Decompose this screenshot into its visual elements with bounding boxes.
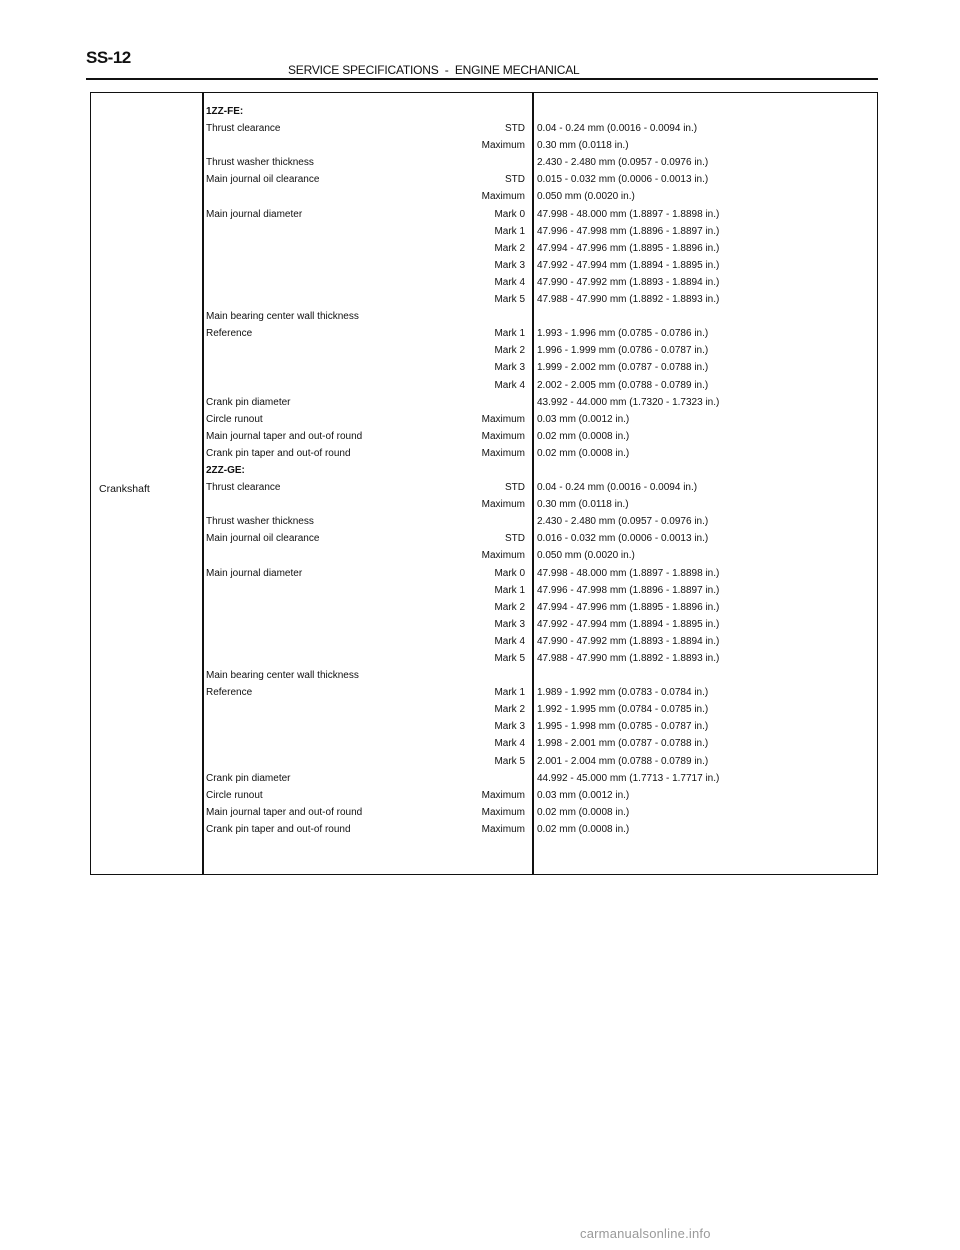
spec-value: 0.02 mm (0.0008 in.)	[537, 806, 630, 818]
table-row	[91, 223, 877, 240]
table-row	[91, 188, 877, 205]
spec-condition: Maximum	[481, 430, 525, 442]
spec-value: 0.050 mm (0.0020 in.)	[537, 191, 635, 203]
page-header-title: SERVICE SPECIFICATIONS - ENGINE MECHANICAL	[288, 63, 580, 77]
spec-item: Main journal diameter	[206, 208, 303, 220]
table-row	[91, 445, 877, 462]
spec-condition: Mark 5	[494, 294, 525, 306]
spec-value: 0.04 - 0.24 mm (0.0016 - 0.0094 in.)	[537, 123, 698, 135]
table-row	[91, 616, 877, 633]
spec-condition: Mark 3	[494, 259, 525, 271]
spec-item: Crank pin diameter	[206, 772, 291, 784]
table-row	[91, 428, 877, 445]
table-row	[91, 547, 877, 564]
spec-condition: Maximum	[481, 806, 525, 818]
spec-value: 47.990 - 47.992 mm (1.8893 - 1.8894 in.)	[537, 635, 720, 647]
table-row	[91, 787, 877, 804]
spec-value: 1.989 - 1.992 mm (0.0783 - 0.0784 in.)	[537, 687, 709, 699]
spec-item: Main journal taper and out-of round	[206, 806, 363, 818]
spec-condition: Mark 0	[494, 567, 525, 579]
table-row	[91, 171, 877, 188]
spec-item: Crank pin taper and out-of round	[206, 447, 351, 459]
spec-item: Reference	[206, 687, 253, 699]
spec-value: 47.990 - 47.992 mm (1.8893 - 1.8894 in.)	[537, 276, 720, 288]
table-row	[91, 342, 877, 359]
spec-item: Circle runout	[206, 413, 263, 425]
spec-table	[90, 92, 878, 875]
spec-condition: Maximum	[481, 499, 525, 511]
spec-value: 47.992 - 47.994 mm (1.8894 - 1.8895 in.)	[537, 618, 720, 630]
spec-value: 47.988 - 47.990 mm (1.8892 - 1.8893 in.)	[537, 294, 720, 306]
spec-item: Thrust clearance	[206, 123, 281, 135]
spec-value: 2.001 - 2.004 mm (0.0788 - 0.0789 in.)	[537, 755, 709, 767]
spec-item: Circle runout	[206, 789, 263, 801]
spec-value: 0.015 - 0.032 mm (0.0006 - 0.0013 in.)	[537, 174, 709, 186]
watermark: carmanualsonline.info	[580, 1226, 711, 1241]
spec-condition: Mark 1	[494, 225, 525, 237]
spec-condition: STD	[505, 533, 525, 545]
spec-condition: Maximum	[481, 140, 525, 152]
spec-value: 47.996 - 47.998 mm (1.8896 - 1.8897 in.)	[537, 584, 720, 596]
table-row	[91, 718, 877, 735]
spec-condition: Mark 4	[494, 738, 525, 750]
table-row	[91, 530, 877, 547]
table-row	[91, 479, 877, 496]
table-row	[91, 120, 877, 137]
table-row	[91, 650, 877, 667]
spec-item: Main journal oil clearance	[206, 174, 320, 186]
table-row	[91, 257, 877, 274]
spec-condition: Mark 2	[494, 242, 525, 254]
spec-item: Reference	[206, 328, 253, 340]
spec-value: 47.998 - 48.000 mm (1.8897 - 1.8898 in.)	[537, 208, 720, 220]
table-row	[91, 513, 877, 530]
spec-item: Thrust washer thickness	[206, 516, 314, 528]
spec-value: 1.996 - 1.999 mm (0.0786 - 0.0787 in.)	[537, 345, 709, 357]
spec-value: 0.04 - 0.24 mm (0.0016 - 0.0094 in.)	[537, 482, 698, 494]
table-row	[91, 770, 877, 787]
spec-value: 0.30 mm (0.0118 in.)	[537, 140, 629, 152]
spec-item: 1ZZ-FE:	[206, 106, 244, 117]
spec-value: 1.995 - 1.998 mm (0.0785 - 0.0787 in.)	[537, 721, 709, 733]
spec-value: 1.993 - 1.996 mm (0.0785 - 0.0786 in.)	[537, 328, 709, 340]
spec-item: Crank pin taper and out-of round	[206, 823, 351, 835]
spec-value: 0.02 mm (0.0008 in.)	[537, 823, 630, 835]
table-row	[91, 462, 877, 479]
category-label: Crankshaft	[99, 483, 150, 495]
table-row	[91, 599, 877, 616]
spec-condition: Maximum	[481, 789, 525, 801]
spec-value: 0.30 mm (0.0118 in.)	[537, 499, 629, 511]
table-row	[91, 684, 877, 701]
spec-condition: Mark 2	[494, 601, 525, 613]
spec-item: Main bearing center wall thickness	[206, 670, 359, 682]
spec-condition: Maximum	[481, 823, 525, 835]
table-row	[91, 821, 877, 838]
spec-condition: Mark 5	[494, 653, 525, 664]
spec-value: 0.02 mm (0.0008 in.)	[537, 430, 630, 442]
spec-condition: Mark 4	[494, 276, 525, 288]
table-row	[91, 753, 877, 770]
table-row	[91, 667, 877, 684]
table-row	[91, 103, 877, 120]
table-row	[91, 411, 877, 428]
spec-item: 2ZZ-GE:	[206, 464, 245, 476]
table-row	[91, 325, 877, 342]
table-row	[91, 496, 877, 513]
spec-value: 47.998 - 48.000 mm (1.8897 - 1.8898 in.)	[537, 567, 720, 579]
spec-condition: Mark 2	[494, 704, 525, 716]
spec-condition: Mark 3	[494, 721, 525, 733]
spec-condition: Mark 4	[494, 635, 525, 647]
spec-condition: Maximum	[481, 413, 525, 425]
table-row	[91, 291, 877, 308]
spec-value: 44.992 - 45.000 mm (1.7713 - 1.7717 in.)	[537, 772, 720, 784]
spec-condition: Maximum	[481, 550, 525, 562]
table-row	[91, 377, 877, 394]
spec-condition: Mark 2	[494, 345, 525, 357]
spec-value: 1.998 - 2.001 mm (0.0787 - 0.0788 in.)	[537, 738, 709, 750]
spec-value: 2.430 - 2.480 mm (0.0957 - 0.0976 in.)	[537, 516, 709, 528]
spec-condition: Maximum	[481, 191, 525, 203]
spec-item: Main journal taper and out-of round	[206, 430, 363, 442]
spec-value: 47.994 - 47.996 mm (1.8895 - 1.8896 in.)	[537, 601, 720, 613]
spec-condition: STD	[505, 482, 525, 494]
spec-value: 1.992 - 1.995 mm (0.0784 - 0.0785 in.)	[537, 704, 709, 716]
spec-condition: Mark 4	[494, 379, 525, 391]
spec-condition: Mark 1	[494, 584, 525, 596]
table-row	[91, 582, 877, 599]
table-row	[91, 240, 877, 257]
spec-condition: Mark 0	[494, 208, 525, 220]
spec-item: Thrust clearance	[206, 482, 281, 494]
spec-value: 0.02 mm (0.0008 in.)	[537, 447, 630, 459]
table-row	[91, 137, 877, 154]
spec-item: Main journal oil clearance	[206, 533, 320, 545]
table-row	[91, 206, 877, 223]
spec-value: 0.03 mm (0.0012 in.)	[537, 789, 630, 801]
spec-value: 0.016 - 0.032 mm (0.0006 - 0.0013 in.)	[537, 533, 709, 545]
spec-condition: Mark 5	[494, 755, 525, 767]
table-row	[91, 274, 877, 291]
spec-item: Main bearing center wall thickness	[206, 311, 359, 323]
spec-item: Crank pin diameter	[206, 396, 291, 408]
table-row	[91, 308, 877, 325]
spec-item: Thrust washer thickness	[206, 157, 314, 169]
spec-value: 47.994 - 47.996 mm (1.8895 - 1.8896 in.)	[537, 242, 720, 254]
spec-rows	[91, 103, 877, 838]
spec-condition: Mark 1	[494, 687, 525, 699]
table-row	[91, 154, 877, 171]
spec-value: 47.992 - 47.994 mm (1.8894 - 1.8895 in.)	[537, 259, 720, 271]
header-rule	[86, 78, 878, 80]
spec-value: 0.03 mm (0.0012 in.)	[537, 413, 630, 425]
spec-value: 47.996 - 47.998 mm (1.8896 - 1.8897 in.)	[537, 225, 720, 237]
spec-condition: Mark 3	[494, 362, 525, 374]
table-row	[91, 565, 877, 582]
spec-item: Main journal diameter	[206, 567, 303, 579]
table-row	[91, 804, 877, 821]
spec-value: 2.002 - 2.005 mm (0.0788 - 0.0789 in.)	[537, 379, 709, 391]
spec-value: 0.050 mm (0.0020 in.)	[537, 550, 635, 562]
table-row	[91, 701, 877, 718]
spec-value: 47.988 - 47.990 mm (1.8892 - 1.8893 in.)	[537, 653, 720, 664]
table-row	[91, 735, 877, 752]
table-row	[91, 359, 877, 376]
spec-value: 2.430 - 2.480 mm (0.0957 - 0.0976 in.)	[537, 157, 709, 169]
spec-value: 43.992 - 44.000 mm (1.7320 - 1.7323 in.)	[537, 396, 720, 408]
spec-condition: Mark 1	[494, 328, 525, 340]
spec-condition: STD	[505, 123, 525, 135]
page-number: SS-12	[86, 48, 131, 67]
table-row	[91, 394, 877, 411]
spec-condition: Mark 3	[494, 618, 525, 630]
spec-value: 1.999 - 2.002 mm (0.0787 - 0.0788 in.)	[537, 362, 709, 374]
spec-condition: Maximum	[481, 447, 525, 459]
spec-condition: STD	[505, 174, 525, 186]
table-row	[91, 633, 877, 650]
